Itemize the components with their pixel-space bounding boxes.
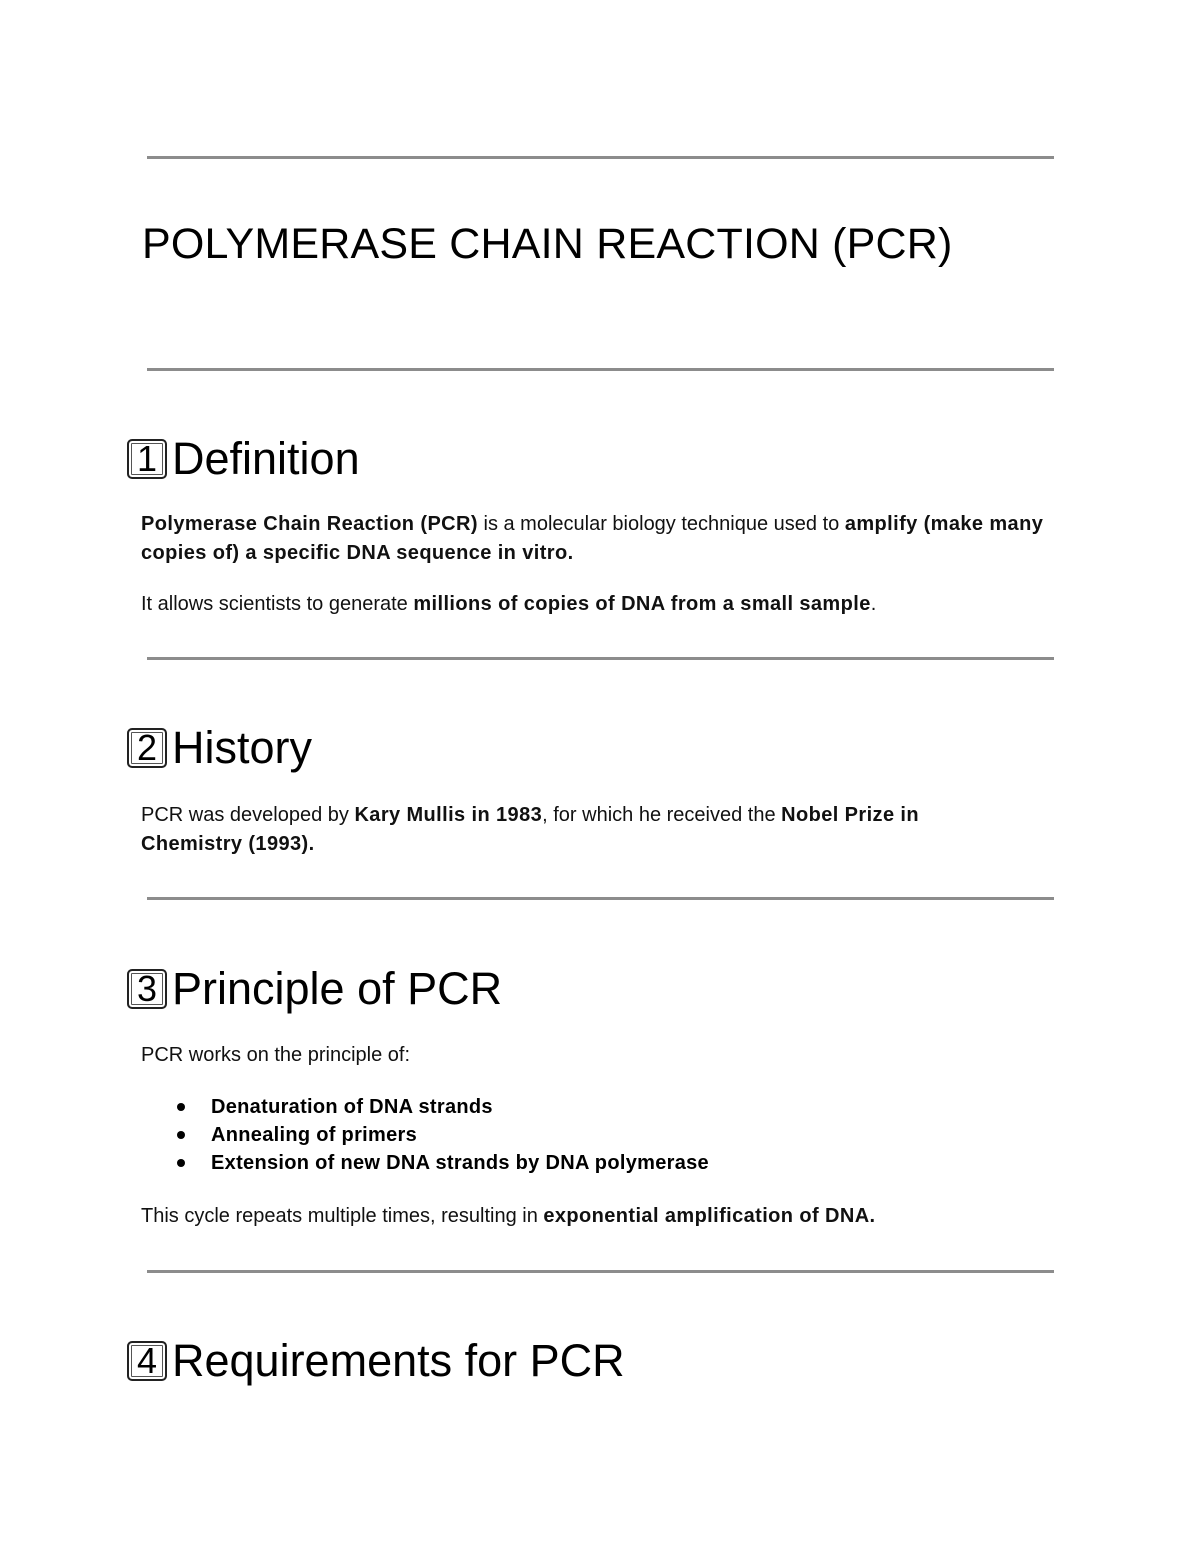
section-heading-definition [127,433,360,485]
principle-intro: PCR works on the principle of: [141,1044,411,1066]
definition-detail-paragraph: It allows scientists to generate millions of copies of DNA from a small sample. [141,593,877,615]
list-item: Annealing of primers [177,1121,709,1149]
keycap-digit-two-icon: 2 [127,728,167,768]
section-title: Principle of PCR [172,963,503,1014]
bullet-icon [177,1159,185,1167]
section-title: History [172,722,313,773]
horizontal-rule [147,897,1054,900]
section-heading-history [127,722,312,774]
document-title: POLYMERASE CHAIN REACTION (PCR) [142,220,953,268]
section-heading-requirements [127,1335,625,1387]
history-paragraph: PCR was developed by Kary Mullis in 1983, for which he received the Nobel Prize in Chemistry (1993). [141,804,920,855]
horizontal-rule [147,156,1054,159]
bullet-icon [177,1103,185,1111]
principle-list [177,1093,709,1177]
list-item: Denaturation of DNA strands [177,1093,709,1121]
horizontal-rule [147,657,1054,660]
horizontal-rule [147,1270,1054,1273]
keycap-digit-one-icon: 1 [127,439,167,479]
section-title: Requirements for PCR [172,1335,625,1386]
principle-summary: This cycle repeats multiple times, resulting in exponential amplification of DNA. [141,1205,876,1227]
keycap-digit-three-icon: 3 [127,969,167,1009]
horizontal-rule [147,368,1054,371]
list-item: Extension of new DNA strands by DNA polymerase [177,1149,709,1177]
bullet-icon [177,1131,185,1139]
section-heading-principle [127,963,502,1015]
section-title: Definition [172,433,360,484]
keycap-digit-four-icon: 4 [127,1341,167,1381]
definition-paragraph: Polymerase Chain Reaction (PCR) is a molecular biology technique used to amplify (make many copies of) a specific DNA sequence in vitro. [141,513,1044,564]
